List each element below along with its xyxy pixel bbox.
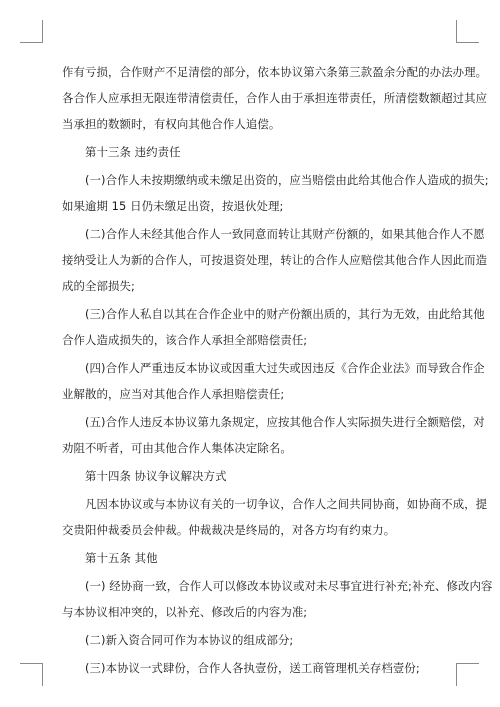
text-line: 凡因本协议或与本协议有关的一切争议，合作人之间共同协商，如协商不成，提 — [85, 497, 488, 511]
text-line: (三)本协议一式肆份，合作人各执壹份，送工商管理机关存档壹份; — [85, 661, 420, 675]
text-line: 各合作人应承担无限连带清偿责任，合作人由于承担连带责任，所清偿数额超过其应 — [62, 91, 488, 105]
text-line: 合作人造成损失的，该合作人承担全部赔偿责任; — [62, 333, 308, 347]
text-line: 交贵阳仲裁委员会仲裁。仲裁裁决是终局的，对各方均有约束力。 — [62, 523, 396, 537]
text-line: (四)合作人严重违反本协议或因重大过失或因违反《合作企业法》而导致合作企 — [85, 361, 485, 375]
text-line: 当承担的数额时，有权向其他合作人追偿。 — [62, 117, 281, 131]
section-heading: 第十四条 协议争议解决方式 — [85, 469, 227, 483]
text-line: 业解散的，应当对其他合作人承担赔偿责任; — [62, 387, 285, 401]
crop-mark-top-right — [456, 20, 479, 43]
text-line: (一)合作人未按期缴纳或未缴足出资的，应当赔偿由此给其他合作人造成的损失; — [85, 173, 489, 187]
crop-mark-top-left — [20, 20, 43, 43]
text-line: 劝阻不听者，可由其他合作人集体决定除名。 — [62, 441, 292, 455]
text-line: 成的全部损失; — [62, 279, 135, 293]
text-line: (二)新入资合同可作为本协议的组成部分; — [85, 633, 294, 647]
text-line: (二)合作人未经其他合作人一致同意而转让其财产份额的，如果其他合作人不愿 — [85, 227, 485, 241]
text-line: 作有亏损，合作财产不足清偿的部分，依本协议第六条第三款盈余分配的办法办理。 — [62, 65, 488, 79]
text-line: (五)合作人违反本协议第九条规定，应按其他合作人实际损失进行全额赔偿，对 — [85, 415, 485, 429]
text-line: (三)合作人私自以其在合作企业中的财产份额出质的，其行为无效，由此给其他 — [85, 307, 485, 321]
crop-mark-bottom-left — [20, 663, 43, 686]
section-heading: 第十五条 其他 — [85, 551, 158, 565]
text-line: 接纳受让人为新的合作人，可按退资处理，转让的合作人应赔偿其他合作人因此而造 — [62, 253, 488, 267]
text-line: (一) 经协商一致，合作人可以修改本协议或对未尽事宜进行补充;补充、修改内容 — [85, 579, 493, 593]
document-body — [62, 64, 493, 677]
text-line: 如果逾期 15 日仍未缴足出资，按退伙处理; — [62, 199, 284, 213]
crop-mark-bottom-right — [456, 663, 479, 686]
text-line: 与本协议相冲突的，以补充、修改后的内容为准; — [62, 605, 308, 619]
section-heading: 第十三条 违约责任 — [85, 145, 181, 159]
